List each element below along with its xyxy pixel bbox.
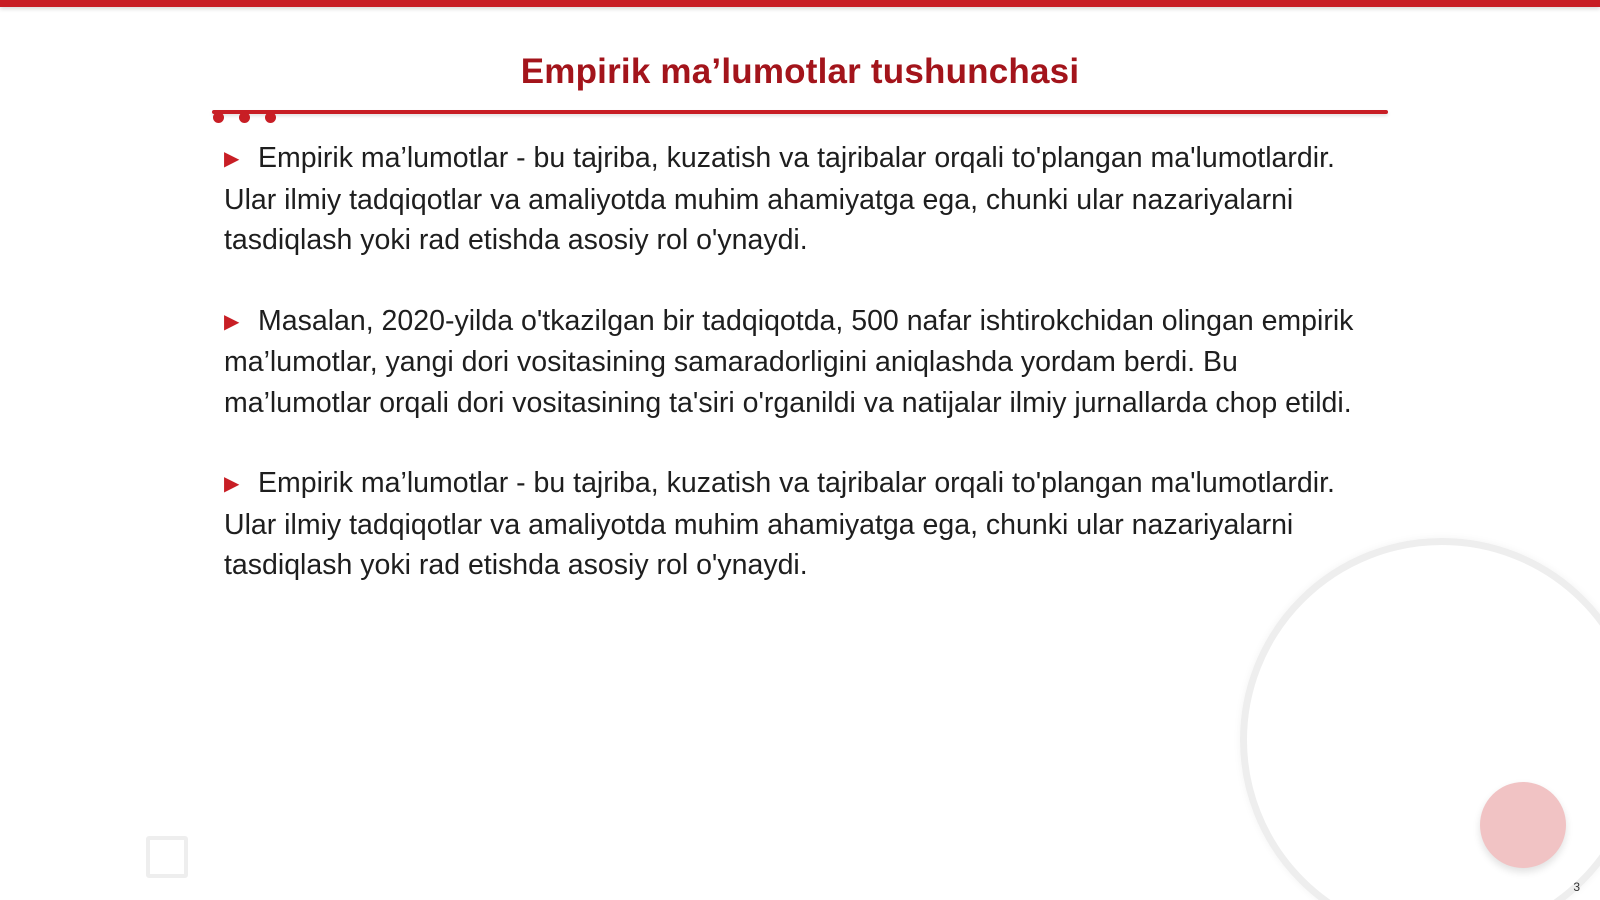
decorative-circle — [1480, 782, 1566, 868]
bullet-paragraph — [224, 138, 1374, 261]
bullet-paragraph — [224, 463, 1374, 586]
title-underline — [212, 110, 1388, 114]
paragraph-text: Empirik ma’lumotlar - bu tajriba, kuzatish va tajribalar orqali to'plangan ma'lumotlardir. Ular ilmiy tadqiqotlar va amaliyotda muhim ahamiyatga ega, chunki ular nazariyalarni tasdiqlash yoki rad etishda asosiy rol o'ynaydi. — [224, 467, 1335, 581]
triangle-right-icon: ▶ — [224, 310, 240, 333]
top-accent-bar — [0, 0, 1600, 7]
paragraph-text: Masalan, 2020-yilda o'tkazilgan bir tadqiqotda, 500 nafar ishtirokchidan olingan empirik ma’lumotlar, yangi dori vositasining samaradorligini aniqlashda yordam berdi. Bu ma’lumotlar orqali dori vositasining ta'siri o'rganildi va natijalar ilmiy jurnallarda chop etildi. — [224, 304, 1354, 419]
paragraph-text: Empirik ma’lumotlar - bu tajriba, kuzatish va tajribalar orqali to'plangan ma'lumotlardir. Ular ilmiy tadqiqotlar va amaliyotda muhim ahamiyatga ega, chunki ular nazariyalarni tasdiqlash yoki rad etishda asosiy rol o'ynaydi. — [224, 142, 1335, 256]
bullet-paragraph — [224, 301, 1374, 424]
page-number: 3 — [1573, 880, 1580, 894]
slide-title: Empirik ma’lumotlar tushunchasi — [520, 52, 1080, 91]
decorative-dot — [265, 112, 276, 123]
decorative-dot — [239, 112, 250, 123]
decorative-square — [146, 836, 188, 878]
bullet-list — [224, 138, 1374, 626]
decorative-dot — [213, 112, 224, 123]
triangle-right-icon: ▶ — [224, 148, 240, 170]
triangle-right-icon: ▶ — [224, 473, 240, 495]
